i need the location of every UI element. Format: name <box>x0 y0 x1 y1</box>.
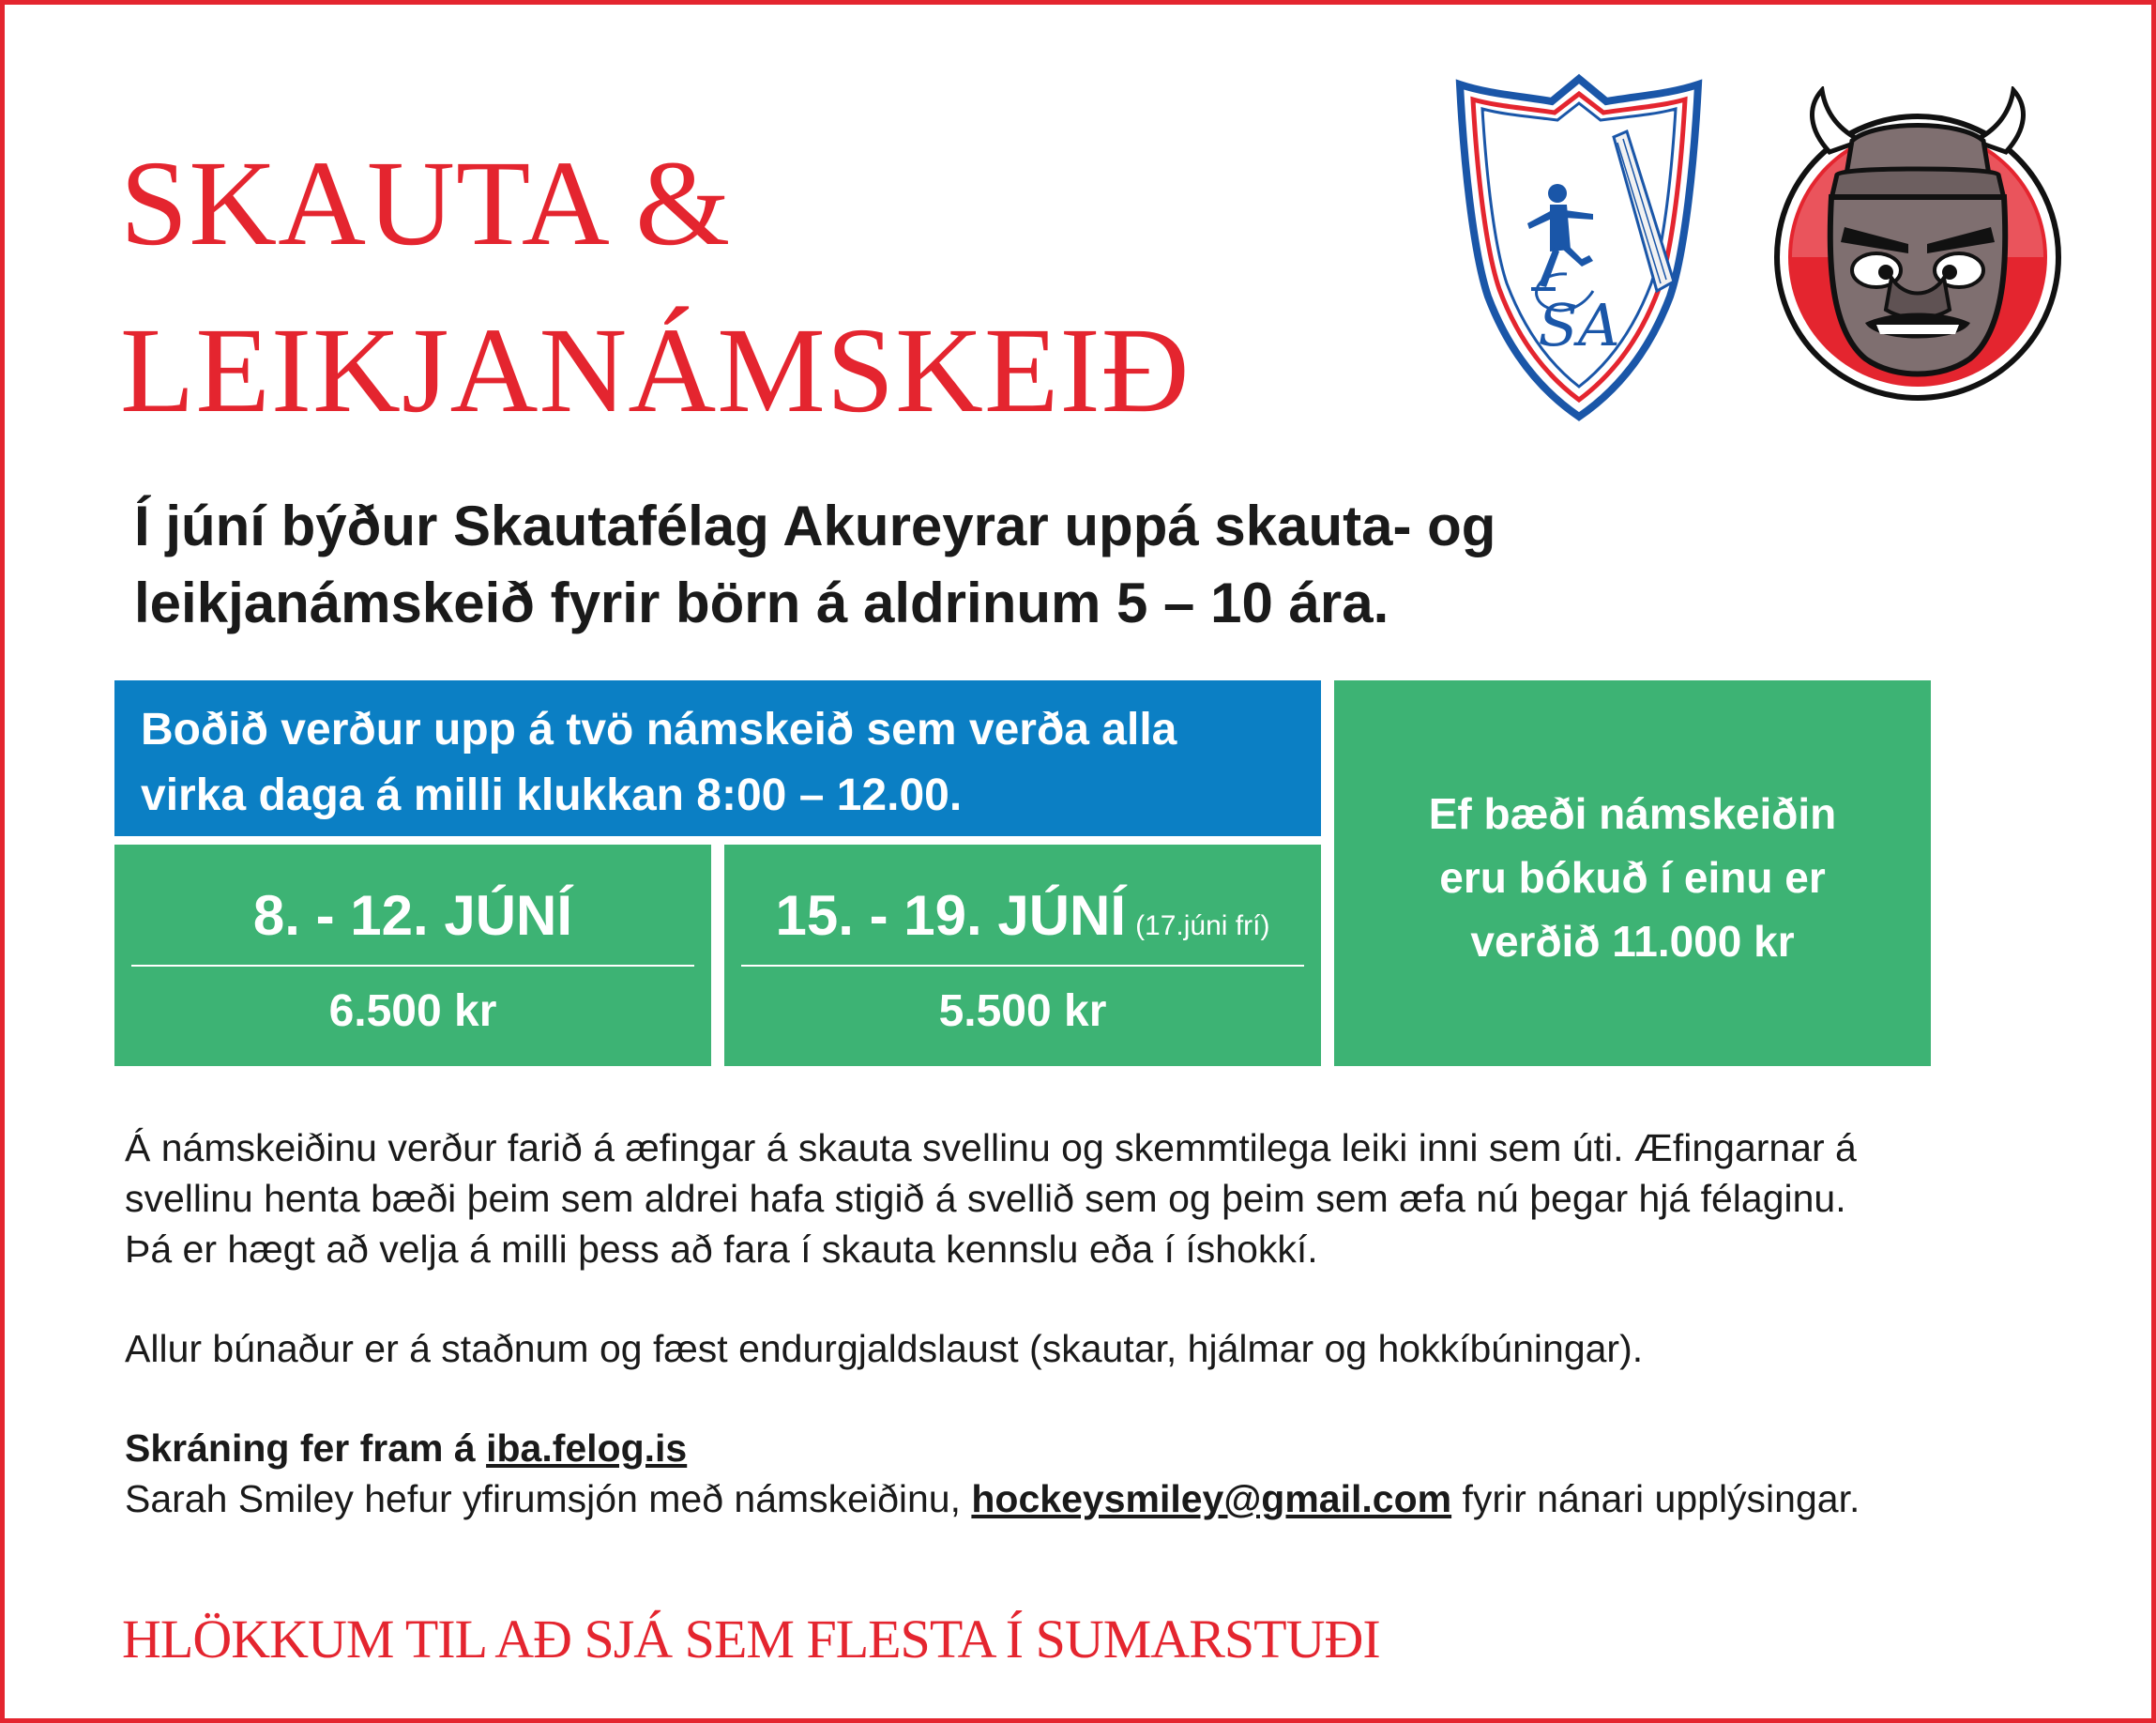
description-line-2: svellinu henta bæði þeim sem aldrei hafa stigið á svellið sem og þeim sem æfa nú þegar hjá félaginu. <box>125 1177 1846 1220</box>
week-2-divider <box>741 965 1304 967</box>
schedule-line-1: Boðið verður upp á tvö námskeið sem verða alla <box>141 705 1177 755</box>
footer-slogan: HLÖKKUM TIL AÐ SJÁ SEM FLESTA Í SUMARSTUÐI <box>122 1609 1380 1670</box>
page-title <box>120 120 1191 454</box>
contact-suffix: fyrir nánari upplýsingar. <box>1451 1477 1860 1520</box>
combined-line-3: verðið 11.000 kr <box>1470 917 1795 966</box>
contact-text <box>125 1473 2039 1524</box>
intro-text <box>134 488 1729 642</box>
week-2-price: 5.500 kr <box>938 986 1107 1036</box>
combined-line-2: eru bókuð í einu er <box>1439 853 1826 902</box>
registration-line <box>125 1423 2039 1473</box>
shield-letters: SA <box>1538 291 1620 359</box>
combined-line-1: Ef bæði námskeiðin <box>1428 789 1837 838</box>
skautafelag-shield-logo <box>1452 73 1706 422</box>
viking-mascot-logo <box>1771 86 2064 401</box>
contact-line <box>125 1473 2039 1524</box>
equipment-text: Allur búnaður er á staðnum og fæst endurgjaldslaust (skautar, hjálmar og hokkíbúningar). <box>125 1327 1644 1370</box>
week-1-box <box>114 845 711 1066</box>
title-line-1: SKAUTA & <box>120 136 732 271</box>
intro-line-2: leikjanámskeið fyrir börn á aldrinum 5 – 10 ára. <box>134 572 1389 634</box>
contact-email-link[interactable]: hockeysmiley@gmail.com <box>971 1477 1452 1520</box>
combined-price-box <box>1334 680 1931 1066</box>
registration-prefix: Skráning fer fram á <box>125 1426 487 1470</box>
description-paragraph <box>125 1122 2039 1274</box>
description-line-3: Þá er hægt að velja á milli þess að fara í skauta kennslu eða í íshokkí. <box>125 1227 1318 1271</box>
title-line-2: LEIKJANÁMSKEIÐ <box>120 303 1191 438</box>
schedule-box <box>114 680 1321 836</box>
registration-text <box>125 1423 2039 1473</box>
week-2-box <box>724 845 1321 1066</box>
contact-prefix: Sarah Smiley hefur yfirumsjón með námskeiðinu, <box>125 1477 972 1520</box>
description-line-1: Á námskeiðinu verður farið á æfingar á skauta svellinu og skemmtilega leiki inni sem úti. Æfingarnar á <box>125 1126 1857 1169</box>
week-2-date-text: 15. - 19. JÚNÍ <box>775 884 1127 947</box>
schedule-line-2: virka daga á milli klukkan 8:00 – 12.00. <box>141 770 963 820</box>
week-1-date-text: 8. - 12. JÚNÍ <box>252 884 573 947</box>
week-1-divider <box>131 965 694 967</box>
week-1-dates <box>114 880 711 952</box>
registration-link[interactable]: iba.felog.is <box>486 1426 688 1470</box>
week-2-dates <box>724 880 1321 962</box>
body-text <box>125 1122 2039 1524</box>
intro-line-1: Í júní býður Skautafélag Akureyrar uppá skauta- og <box>134 495 1496 557</box>
equipment-paragraph <box>125 1323 2039 1374</box>
week-2-note: (17.júni frí) <box>1135 910 1270 941</box>
week-1-price: 6.500 kr <box>328 986 497 1036</box>
